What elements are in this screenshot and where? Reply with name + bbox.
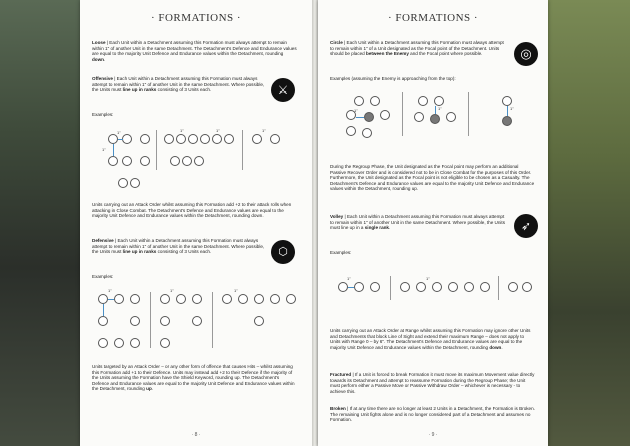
unit-marker xyxy=(114,294,124,304)
divider xyxy=(242,130,243,170)
unit-marker xyxy=(480,282,490,292)
target-icon: ◎ xyxy=(514,42,538,66)
unit-marker xyxy=(270,134,280,144)
page-number: · 8 · xyxy=(191,432,201,438)
distance-label: 1" xyxy=(102,147,106,152)
defensive-examples-diagram xyxy=(94,284,294,354)
unit-marker xyxy=(164,134,174,144)
offensive-attack-text: Units carrying out an Attack Order whilst assuming this Formation add +2 to their attack rolls when attacking in Close Combat. The Detachment's Defence and Endurance values are equal to the majority Unit Defence and Endurance values within the Detachment, rounding down. xyxy=(92,202,292,219)
unit-marker xyxy=(176,134,186,144)
unit-marker xyxy=(508,282,518,292)
distance-label: 1" xyxy=(438,106,442,111)
unit-marker xyxy=(416,282,426,292)
unit-marker xyxy=(192,294,202,304)
offensive-examples-diagram xyxy=(94,122,294,192)
circle-examples-label: Examples (assuming the Enemy is approaching from the top): xyxy=(330,76,456,81)
unit-marker xyxy=(432,282,442,292)
loose-rule: Loose | Each Unit within a Detachment assuming this Formation must always attempt to remain within 1" of another Unit in the same Detachment. The Detachment's Defence and Endurance values are equal to the majority Unit Defence and Endurance values within the Detachment, rounding down. xyxy=(92,40,297,62)
distance-arrow xyxy=(103,304,104,316)
distance-arrow xyxy=(113,144,114,156)
unit-marker xyxy=(98,294,108,304)
unit-marker xyxy=(270,294,280,304)
unit-marker xyxy=(502,96,512,106)
unit-marker xyxy=(254,294,264,304)
fractured-rule: Fractured | If a Unit is forced to break Formation it must move its maximum Movement value directly towards its Detachment and attempt to reassume Formation during the Regroup Phase; the Unit must perform either a Passive Move or Passive Withdraw Order – whichever is necessary - to achieve this. xyxy=(330,372,535,394)
volley-rule: Volley | Each Unit within a Detachment assuming this Formation must always attempt to remain within 1" of another Unit in the same Detachment. Where possible, the Units must line up in a single rank. xyxy=(330,214,506,231)
unit-marker xyxy=(346,126,356,136)
unit-marker xyxy=(200,134,210,144)
unit-marker xyxy=(414,112,424,122)
divider xyxy=(156,130,157,170)
unit-marker xyxy=(192,316,202,326)
distance-label: 1" xyxy=(180,128,184,133)
unit-marker xyxy=(370,282,380,292)
unit-marker xyxy=(380,110,390,120)
unit-marker xyxy=(130,294,140,304)
unit-marker xyxy=(114,338,124,348)
unit-marker xyxy=(222,294,232,304)
unit-marker xyxy=(362,128,372,138)
divider xyxy=(212,292,213,348)
unit-marker xyxy=(98,338,108,348)
focal-unit-marker xyxy=(430,114,440,124)
distance-arrow xyxy=(435,106,436,114)
unit-marker xyxy=(464,282,474,292)
distance-label: 1" xyxy=(108,288,112,293)
circle-rule: Circle | Each Unit within a Detachment assuming this Formation must always attempt to remain within 1" of a Unit designated as the Focal point of the Detachment. Units should be placed between the Enemy and the Focal point where possible. xyxy=(330,40,504,57)
examples-label: Examples: xyxy=(330,250,352,255)
distance-label: 1" xyxy=(117,130,121,135)
unit-marker xyxy=(224,134,234,144)
focal-unit-marker xyxy=(502,116,512,126)
unit-marker xyxy=(122,156,132,166)
distance-label: 1" xyxy=(426,276,430,281)
regroup-text: During the Regroup Phase, the Unit designated as the Focal point may perform an additional Passive Recover Order and is considered not to be in Close Combat for the purposes of this Order. Furthermore, the Unit designated as the Focal point is not eligible to be chosen as a Casualty. The Detachment's Defence and Endurance values are equal to the majority Unit Defence and Endurance values within the Detachment, rounding up. xyxy=(330,164,535,192)
defensive-rule: Defensive | Each Unit within a Detachment assuming this Formation must always attempt to remain within 1" of another Unit in the same Detachment. Where possible, the Units must line up in ranks consisting of 3 Units each. xyxy=(92,238,265,255)
divider xyxy=(498,276,499,300)
distance-label: 1" xyxy=(354,108,358,113)
shield-icon: ⬡ xyxy=(271,240,295,264)
unit-marker xyxy=(160,316,170,326)
divider xyxy=(402,92,403,136)
unit-marker xyxy=(160,294,170,304)
unit-marker xyxy=(354,96,364,106)
distance-label: 1" xyxy=(170,288,174,293)
unit-marker xyxy=(194,156,204,166)
unit-marker xyxy=(338,282,348,292)
examples-label: Examples: xyxy=(92,112,114,117)
right-page xyxy=(318,0,548,446)
cover-artwork-right xyxy=(548,0,630,446)
distance-label: 1" xyxy=(262,128,266,133)
unit-marker xyxy=(448,282,458,292)
distance-arrow xyxy=(118,139,123,140)
left-page xyxy=(80,0,312,446)
distance-arrow xyxy=(348,287,354,288)
distance-label: 1" xyxy=(510,106,514,111)
range-text: Units carrying out an Attack Order at Range whilst assuming this Formation may ignore other Units and Detachments that block Line of Sight and extend their maximum Range – does not apply to Units with Range 0 – by 6". The Detachment's Defence and Endurance values are equal to the majority Unit Defence and Endurance values within the Detachment, rounding down. xyxy=(330,328,531,350)
bow-icon: ➶ xyxy=(514,214,538,238)
unit-marker xyxy=(252,134,262,144)
unit-marker xyxy=(254,316,264,326)
cover-artwork-left xyxy=(0,0,80,446)
unit-marker xyxy=(238,294,248,304)
unit-marker xyxy=(354,282,364,292)
offensive-rule: Offensive | Each Unit within a Detachment assuming this Formation must always attempt to remain within 1" of another Unit in the same Detachment. Where possible, the Units must line up in ranks consisting of 3 Units each. xyxy=(92,76,265,93)
unit-marker xyxy=(182,156,192,166)
distance-arrow xyxy=(507,106,508,116)
unit-marker xyxy=(118,178,128,188)
unit-marker xyxy=(170,156,180,166)
defensive-attack-text: Units targeted by an Attack Order – or any other form of offence that causes Hits – whilst assuming this Formation add +1 to their Defence. Units may instead add +2 to their Defence if the majority of the Units assuming the Formation have the Shield Keyword, rounding up. The Detachment's Defence and Endurance values are equal to the majority Unit Defence and Endurance values within the Detachment, rounding up. xyxy=(92,364,295,392)
unit-marker xyxy=(286,294,296,304)
focal-unit-marker xyxy=(364,112,374,122)
unit-marker xyxy=(176,294,186,304)
divider xyxy=(150,292,151,348)
unit-marker xyxy=(370,96,380,106)
distance-arrow xyxy=(356,117,364,118)
page-number: · 9 · xyxy=(428,432,438,438)
unit-marker xyxy=(522,282,532,292)
volley-examples-diagram xyxy=(332,274,532,304)
unit-marker xyxy=(212,134,222,144)
divider xyxy=(468,92,469,136)
unit-marker xyxy=(400,282,410,292)
unit-marker xyxy=(418,96,428,106)
page-title: · FORMATIONS · xyxy=(150,12,242,24)
unit-marker xyxy=(140,156,150,166)
unit-marker xyxy=(108,156,118,166)
distance-label: 1" xyxy=(347,276,351,281)
unit-marker xyxy=(108,134,118,144)
distance-label: 1" xyxy=(234,288,238,293)
divider xyxy=(390,276,391,300)
unit-marker xyxy=(160,338,170,348)
broken-rule: Broken | If at any time there are no longer at least 2 Units in a Detachment, the Formation is Broken. The remaining Unit fights alone and is no longer considered part of a Detachment and assumes no Formation. xyxy=(330,406,535,423)
page-title: · FORMATIONS · xyxy=(387,12,479,24)
unit-marker xyxy=(98,316,108,326)
unit-marker xyxy=(188,134,198,144)
unit-marker xyxy=(446,112,456,122)
circle-examples-diagram xyxy=(332,88,532,148)
distance-label: 1" xyxy=(216,128,220,133)
unit-marker xyxy=(130,316,140,326)
unit-marker xyxy=(122,134,132,144)
unit-marker xyxy=(130,178,140,188)
unit-marker xyxy=(140,134,150,144)
examples-label: Examples: xyxy=(92,274,114,279)
unit-marker xyxy=(130,338,140,348)
unit-marker xyxy=(434,96,444,106)
distance-arrow xyxy=(108,299,114,300)
crossed-swords-icon: ⚔ xyxy=(271,78,295,102)
